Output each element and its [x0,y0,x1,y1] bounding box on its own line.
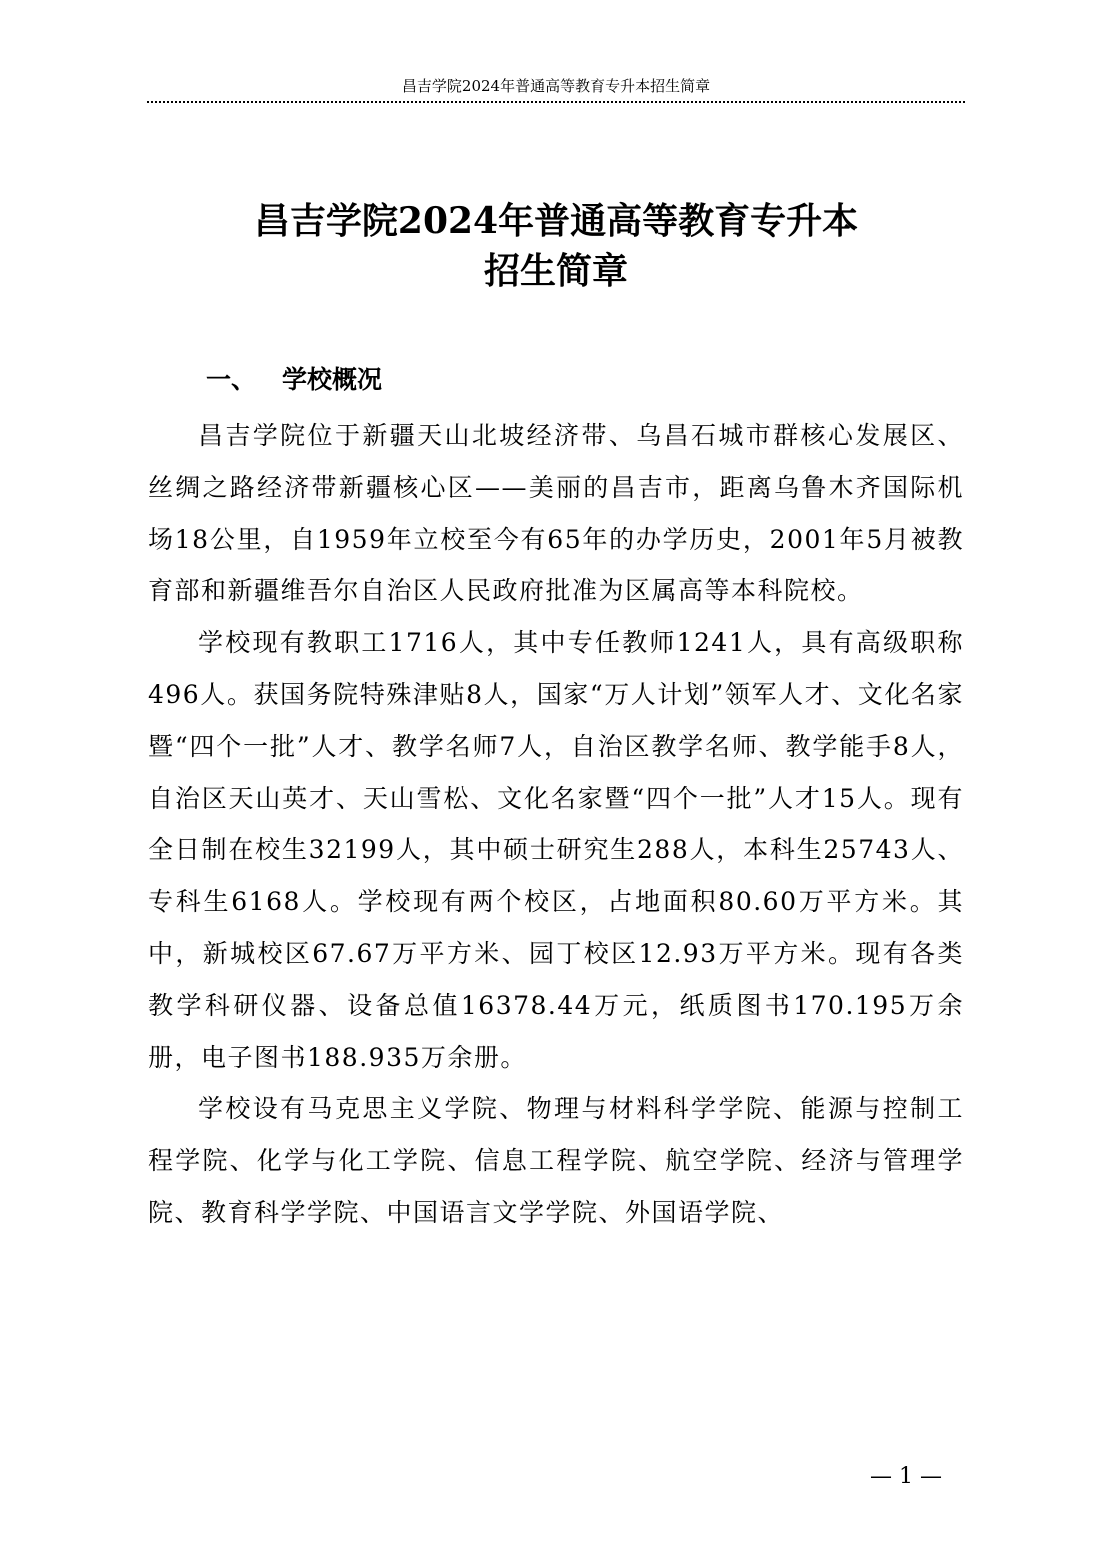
running-header: 昌吉学院2024年普通高等教育专升本招生简章 [401,77,711,95]
section-body [148,410,964,1239]
header-divider [147,101,965,103]
page-number: — 1 — [870,1464,942,1489]
section-number: 一、 [206,365,257,394]
paragraph: 学校现有教职工1716人，其中专任教师1241人，具有高级职称496人。获国务院特殊津贴8人，国家“万人计划”领军人才、文化名家暨“四个一批”人才、教学名师7人，自治区教学名师、教学能手8人，自治区天山英才、天山雪松、文化名家暨“四个一批”人才15人。现有全日制在校生32199人，其中硕士研究生288人，本科生25743人、专科生6168人。学校现有两个校区，占地面积80.60万平方米。其中，新城校区67.67万平方米、园丁校区12.93万平方米。现有各类教学科研仪器、设备总值16378.44万元，纸质图书170.195万余册，电子图书188.935万余册。 [148,628,964,1072]
section-title: 学校概况 [282,365,383,394]
title-line-1: 昌吉学院2024年普通高等教育专升本 [253,200,859,242]
section-heading [206,362,382,398]
document-title [147,196,965,296]
paragraph: 昌吉学院位于新疆天山北坡经济带、乌昌石城市群核心发展区、丝绸之路经济带新疆核心区——美丽的昌吉市，距离乌鲁木齐国际机场18公里，自1959年立校至今有65年的办学历史，2001年5月被教育部和新疆维吾尔自治区人民政府批准为区属高等本科院校。 [148,421,964,606]
title-line-2: 招生简章 [483,250,628,292]
paragraph: 学校设有马克思主义学院、物理与材料科学学院、能源与控制工程学院、化学与化工学院、信息工程学院、航空学院、经济与管理学院、教育科学学院、中国语言文学学院、外国语学院、 [148,1094,964,1227]
